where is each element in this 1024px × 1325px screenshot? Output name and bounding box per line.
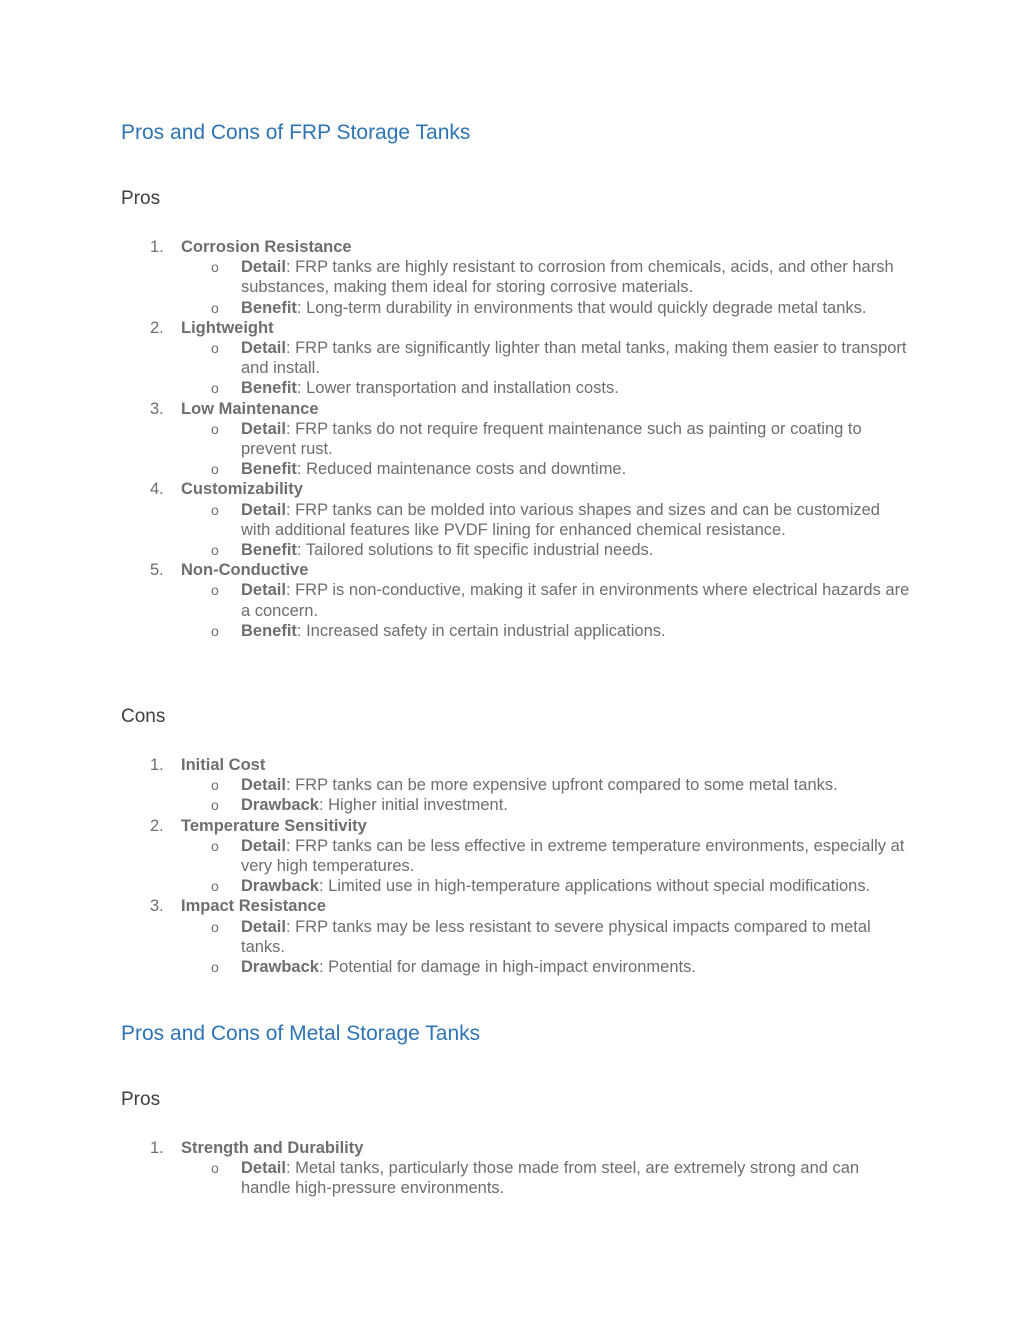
list-item (121, 318, 911, 399)
point-label: Drawback (241, 958, 319, 977)
bullet-icon: o (211, 837, 219, 854)
item-number: 3. (150, 399, 164, 418)
point-text: : FRP tanks do not require frequent maintenance such as painting or coating to prevent rust. (241, 419, 862, 459)
sub-list (181, 500, 911, 561)
list-item (121, 896, 911, 977)
sub-list-item (181, 795, 911, 815)
point-text: : FRP tanks may be less resistant to severe physical impacts compared to metal tanks. (241, 917, 871, 956)
point-label: Benefit (241, 460, 297, 479)
sub-list-item (181, 580, 911, 620)
sub-list (181, 338, 911, 399)
sub-list-item (181, 540, 911, 560)
point-label: Detail (241, 776, 286, 795)
sub-list-item (181, 621, 911, 641)
point-label: Benefit (241, 298, 297, 317)
point-text: : FRP tanks can be more expensive upfront compared to some metal tanks. (285, 776, 838, 795)
list-item (121, 1138, 911, 1199)
sub-list (181, 775, 911, 815)
section-heading-frp: Pros and Cons of FRP Storage Tanks (121, 121, 471, 144)
item-title: Customizability (181, 480, 303, 499)
item-number: 2. (150, 816, 164, 835)
item-title: Low Maintenance (181, 399, 319, 418)
sub-list (181, 580, 911, 641)
sub-list-item (181, 500, 911, 540)
point-text: : Long-term durability in environments that would quickly degrade metal tanks. (296, 298, 867, 317)
point-text: : FRP tanks can be molded into various shapes and sizes and can be customized with additional features like PVDF lining for enhanced chemical resistance. (241, 500, 880, 539)
item-title: Corrosion Resistance (181, 238, 352, 256)
bullet-icon: o (211, 797, 219, 814)
point-text: : Lower transportation and installation costs. (296, 379, 619, 398)
point-text: : FRP tanks are significantly lighter than metal tanks, making them easier to transport and install. (241, 339, 907, 378)
bullet-icon: o (211, 918, 219, 935)
bullet-icon: o (211, 777, 219, 794)
point-label: Detail (241, 1159, 286, 1178)
sub-heading-frp-pros: Pros (121, 188, 161, 209)
bullet-icon: o (211, 340, 219, 357)
point-text: : Metal tanks, particularly those made from steel, are extremely strong and can handle high-pressure environments. (241, 1159, 860, 1198)
item-number: 1. (150, 238, 164, 256)
sub-list-item (181, 378, 911, 398)
item-title: Strength and Durability (181, 1139, 364, 1157)
list-item (121, 816, 911, 897)
sub-list (181, 257, 911, 318)
point-text: : FRP is non-conductive, making it safer in environments where electrical hazards are a concern. (241, 581, 910, 620)
point-text: : FRP tanks are highly resistant to corrosion from chemicals, acids, and other harsh substances, making them ideal for storing corrosive materials. (241, 258, 894, 297)
sub-list-item (181, 298, 911, 318)
item-number: 1. (150, 1139, 164, 1157)
point-text: : Higher initial investment. (318, 796, 508, 815)
bullet-icon: o (211, 461, 219, 478)
sub-list (181, 1158, 911, 1198)
frp-pros-list (121, 237, 911, 641)
point-label: Benefit (241, 379, 297, 398)
point-label: Detail (241, 836, 286, 855)
bullet-icon: o (211, 959, 219, 976)
list-item (121, 237, 911, 318)
point-label: Detail (241, 339, 286, 358)
point-label: Detail (241, 917, 286, 936)
bullet-icon: o (211, 1160, 219, 1177)
list-item (121, 479, 911, 560)
bullet-icon: o (211, 878, 219, 895)
bullet-icon: o (211, 420, 219, 437)
point-label: Benefit (241, 621, 297, 640)
point-label: Benefit (241, 541, 297, 560)
list-item (121, 560, 911, 641)
item-title: Impact Resistance (181, 897, 326, 916)
bullet-icon: o (211, 299, 219, 316)
item-number: 2. (150, 318, 164, 337)
item-title: Non-Conductive (181, 561, 309, 580)
sub-list-item (181, 957, 911, 977)
item-title: Temperature Sensitivity (181, 816, 367, 835)
point-text: : Limited use in high-temperature applications without special modifications. (318, 877, 871, 896)
item-number: 1. (150, 756, 164, 774)
item-title: Lightweight (181, 318, 274, 337)
bullet-icon: o (211, 501, 219, 518)
point-text: : Tailored solutions to fit specific industrial needs. (296, 541, 654, 560)
bullet-icon: o (211, 380, 219, 397)
sub-heading-frp-cons: Cons (121, 706, 166, 727)
sub-list-item (181, 917, 911, 957)
section-heading-metal: Pros and Cons of Metal Storage Tanks (121, 1022, 481, 1045)
bullet-icon: o (211, 582, 219, 599)
point-label: Detail (241, 419, 286, 438)
sub-list-item (181, 876, 911, 896)
sub-list-item (181, 419, 911, 459)
point-label: Drawback (241, 877, 319, 896)
bullet-icon: o (211, 259, 219, 276)
point-label: Detail (241, 258, 286, 277)
list-item (121, 399, 911, 480)
item-title: Initial Cost (181, 756, 266, 774)
bullet-icon: o (211, 622, 219, 639)
sub-list-item (181, 257, 911, 297)
point-text: : Potential for damage in high-impact environments. (318, 958, 696, 977)
sub-list-item (181, 836, 911, 876)
point-text: : Reduced maintenance costs and downtime. (296, 460, 627, 479)
sub-heading-metal-pros: Pros (121, 1089, 161, 1110)
item-number: 4. (150, 480, 164, 499)
point-text: : Increased safety in certain industrial applications. (296, 621, 666, 640)
bullet-icon: o (211, 542, 219, 559)
point-text: : FRP tanks can be less effective in extreme temperature environments, especially at very high temperatures. (241, 836, 905, 876)
point-label: Detail (241, 500, 286, 519)
frp-cons-list (121, 755, 911, 977)
sub-list (181, 917, 911, 978)
list-item (121, 755, 911, 816)
sub-list-item (181, 775, 911, 795)
item-number: 5. (150, 561, 164, 580)
metal-pros-list (121, 1138, 911, 1199)
point-label: Detail (241, 581, 286, 600)
sub-list (181, 419, 911, 480)
sub-list-item (181, 1158, 911, 1198)
sub-list (181, 836, 911, 897)
sub-list-item (181, 459, 911, 479)
item-number: 3. (150, 897, 164, 916)
point-label: Drawback (241, 796, 319, 815)
sub-list-item (181, 338, 911, 378)
